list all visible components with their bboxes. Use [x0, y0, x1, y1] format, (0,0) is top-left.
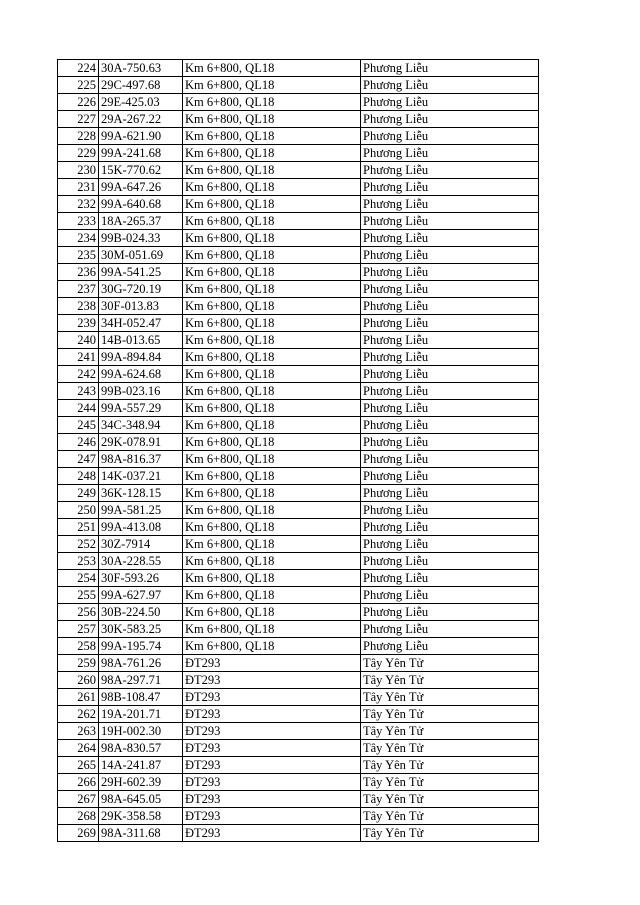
row-number-cell: 240 [58, 332, 99, 349]
location-cell: Km 6+800, QL18 [183, 400, 361, 417]
plate-number-cell: 29E-425.03 [99, 94, 183, 111]
table-row [58, 621, 539, 638]
plate-number-cell: 30A-750.63 [99, 60, 183, 77]
location-cell: Km 6+800, QL18 [183, 298, 361, 315]
row-number-cell: 260 [58, 672, 99, 689]
plate-number-cell: 98B-108.47 [99, 689, 183, 706]
area-cell: Phương Liễu [361, 621, 539, 638]
area-cell: Tây Yên Tử [361, 757, 539, 774]
plate-number-cell: 98A-816.37 [99, 451, 183, 468]
area-cell: Tây Yên Tử [361, 672, 539, 689]
location-cell: Km 6+800, QL18 [183, 77, 361, 94]
location-cell: Km 6+800, QL18 [183, 179, 361, 196]
plate-number-cell: 98A-830.57 [99, 740, 183, 757]
row-number-cell: 254 [58, 570, 99, 587]
plate-number-cell: 29A-267.22 [99, 111, 183, 128]
table-row [58, 740, 539, 757]
area-cell: Tây Yên Tử [361, 808, 539, 825]
row-number-cell: 236 [58, 264, 99, 281]
row-number-cell: 243 [58, 383, 99, 400]
area-cell: Phương Liễu [361, 179, 539, 196]
plate-number-cell: 98A-761.26 [99, 655, 183, 672]
plate-number-cell: 99A-241.68 [99, 145, 183, 162]
table-row [58, 77, 539, 94]
plate-number-cell: 36K-128.15 [99, 485, 183, 502]
area-cell: Phương Liễu [361, 451, 539, 468]
row-number-cell: 235 [58, 247, 99, 264]
location-cell: Km 6+800, QL18 [183, 502, 361, 519]
table-row [58, 111, 539, 128]
area-cell: Phương Liễu [361, 587, 539, 604]
area-cell: Phương Liễu [361, 400, 539, 417]
table-row [58, 247, 539, 264]
location-cell: Km 6+800, QL18 [183, 94, 361, 111]
area-cell: Phương Liễu [361, 196, 539, 213]
row-number-cell: 256 [58, 604, 99, 621]
row-number-cell: 245 [58, 417, 99, 434]
row-number-cell: 259 [58, 655, 99, 672]
table-row [58, 689, 539, 706]
table-row [58, 383, 539, 400]
area-cell: Phương Liễu [361, 281, 539, 298]
plate-number-cell: 99A-413.08 [99, 519, 183, 536]
area-cell: Tây Yên Tử [361, 689, 539, 706]
area-cell: Tây Yên Tử [361, 791, 539, 808]
location-cell: Km 6+800, QL18 [183, 145, 361, 162]
plate-number-cell: 99A-581.25 [99, 502, 183, 519]
table-row [58, 570, 539, 587]
location-cell: Km 6+800, QL18 [183, 638, 361, 655]
plate-number-cell: 99A-640.68 [99, 196, 183, 213]
location-cell: ĐT293 [183, 774, 361, 791]
row-number-cell: 225 [58, 77, 99, 94]
table-row [58, 774, 539, 791]
area-cell: Tây Yên Tử [361, 774, 539, 791]
area-cell: Phương Liễu [361, 247, 539, 264]
row-number-cell: 249 [58, 485, 99, 502]
plate-number-cell: 99A-624.68 [99, 366, 183, 383]
table-row [58, 655, 539, 672]
row-number-cell: 262 [58, 706, 99, 723]
area-cell: Phương Liễu [361, 128, 539, 145]
plate-number-cell: 30F-593.26 [99, 570, 183, 587]
table-row [58, 264, 539, 281]
row-number-cell: 237 [58, 281, 99, 298]
area-cell: Phương Liễu [361, 417, 539, 434]
plate-number-cell: 99A-541.25 [99, 264, 183, 281]
table-row [58, 791, 539, 808]
area-cell: Phương Liễu [361, 638, 539, 655]
location-cell: Km 6+800, QL18 [183, 553, 361, 570]
plate-number-cell: 29K-358.58 [99, 808, 183, 825]
plate-number-cell: 14B-013.65 [99, 332, 183, 349]
location-cell: Km 6+800, QL18 [183, 60, 361, 77]
table-row [58, 723, 539, 740]
row-number-cell: 255 [58, 587, 99, 604]
row-number-cell: 258 [58, 638, 99, 655]
row-number-cell: 251 [58, 519, 99, 536]
plate-number-cell: 98A-297.71 [99, 672, 183, 689]
table-row [58, 281, 539, 298]
location-cell: Km 6+800, QL18 [183, 417, 361, 434]
table-row [58, 145, 539, 162]
table-row [58, 468, 539, 485]
area-cell: Phương Liễu [361, 502, 539, 519]
plate-number-cell: 29H-602.39 [99, 774, 183, 791]
location-cell: Km 6+800, QL18 [183, 434, 361, 451]
plate-number-cell: 30Z-7914 [99, 536, 183, 553]
location-cell: ĐT293 [183, 757, 361, 774]
location-cell: ĐT293 [183, 706, 361, 723]
location-cell: ĐT293 [183, 825, 361, 842]
table-row [58, 485, 539, 502]
plate-number-cell: 98A-311.68 [99, 825, 183, 842]
row-number-cell: 228 [58, 128, 99, 145]
location-cell: Km 6+800, QL18 [183, 213, 361, 230]
row-number-cell: 257 [58, 621, 99, 638]
location-cell: ĐT293 [183, 791, 361, 808]
row-number-cell: 269 [58, 825, 99, 842]
area-cell: Phương Liễu [361, 519, 539, 536]
location-cell: Km 6+800, QL18 [183, 162, 361, 179]
table-row [58, 196, 539, 213]
area-cell: Phương Liễu [361, 604, 539, 621]
area-cell: Phương Liễu [361, 298, 539, 315]
row-number-cell: 248 [58, 468, 99, 485]
row-number-cell: 250 [58, 502, 99, 519]
table-row [58, 128, 539, 145]
table-row [58, 60, 539, 77]
row-number-cell: 266 [58, 774, 99, 791]
location-cell: ĐT293 [183, 689, 361, 706]
location-cell: Km 6+800, QL18 [183, 315, 361, 332]
violation-table [57, 59, 539, 842]
table-row [58, 808, 539, 825]
row-number-cell: 244 [58, 400, 99, 417]
location-cell: Km 6+800, QL18 [183, 621, 361, 638]
location-cell: Km 6+800, QL18 [183, 111, 361, 128]
location-cell: Km 6+800, QL18 [183, 230, 361, 247]
location-cell: Km 6+800, QL18 [183, 128, 361, 145]
row-number-cell: 246 [58, 434, 99, 451]
table-row [58, 400, 539, 417]
row-number-cell: 230 [58, 162, 99, 179]
area-cell: Phương Liễu [361, 468, 539, 485]
table-row [58, 638, 539, 655]
plate-number-cell: 30G-720.19 [99, 281, 183, 298]
location-cell: Km 6+800, QL18 [183, 247, 361, 264]
plate-number-cell: 30A-228.55 [99, 553, 183, 570]
area-cell: Phương Liễu [361, 570, 539, 587]
table-row [58, 213, 539, 230]
table-row [58, 825, 539, 842]
area-cell: Phương Liễu [361, 94, 539, 111]
area-cell: Phương Liễu [361, 230, 539, 247]
location-cell: Km 6+800, QL18 [183, 519, 361, 536]
table-row [58, 179, 539, 196]
table-row [58, 587, 539, 604]
violation-table-body [58, 60, 539, 842]
location-cell: ĐT293 [183, 740, 361, 757]
table-row [58, 757, 539, 774]
location-cell: Km 6+800, QL18 [183, 383, 361, 400]
row-number-cell: 232 [58, 196, 99, 213]
location-cell: Km 6+800, QL18 [183, 570, 361, 587]
area-cell: Phương Liễu [361, 536, 539, 553]
location-cell: Km 6+800, QL18 [183, 604, 361, 621]
area-cell: Phương Liễu [361, 366, 539, 383]
plate-number-cell: 18A-265.37 [99, 213, 183, 230]
area-cell: Tây Yên Tử [361, 825, 539, 842]
plate-number-cell: 99B-023.16 [99, 383, 183, 400]
location-cell: Km 6+800, QL18 [183, 451, 361, 468]
plate-number-cell: 30M-051.69 [99, 247, 183, 264]
plate-number-cell: 99A-647.26 [99, 179, 183, 196]
row-number-cell: 261 [58, 689, 99, 706]
row-number-cell: 252 [58, 536, 99, 553]
row-number-cell: 265 [58, 757, 99, 774]
plate-number-cell: 99A-621.90 [99, 128, 183, 145]
row-number-cell: 224 [58, 60, 99, 77]
area-cell: Phương Liễu [361, 111, 539, 128]
table-row [58, 434, 539, 451]
area-cell: Phương Liễu [361, 485, 539, 502]
area-cell: Phương Liễu [361, 145, 539, 162]
plate-number-cell: 14A-241.87 [99, 757, 183, 774]
plate-number-cell: 99B-024.33 [99, 230, 183, 247]
location-cell: Km 6+800, QL18 [183, 332, 361, 349]
plate-number-cell: 34H-052.47 [99, 315, 183, 332]
plate-number-cell: 30K-583.25 [99, 621, 183, 638]
table-row [58, 451, 539, 468]
location-cell: Km 6+800, QL18 [183, 366, 361, 383]
area-cell: Phương Liễu [361, 60, 539, 77]
table-row [58, 553, 539, 570]
location-cell: Km 6+800, QL18 [183, 468, 361, 485]
area-cell: Phương Liễu [361, 383, 539, 400]
plate-number-cell: 30F-013.83 [99, 298, 183, 315]
table-row [58, 298, 539, 315]
table-row [58, 349, 539, 366]
location-cell: ĐT293 [183, 723, 361, 740]
location-cell: Km 6+800, QL18 [183, 281, 361, 298]
row-number-cell: 241 [58, 349, 99, 366]
area-cell: Phương Liễu [361, 349, 539, 366]
plate-number-cell: 99A-557.29 [99, 400, 183, 417]
row-number-cell: 264 [58, 740, 99, 757]
table-row [58, 706, 539, 723]
area-cell: Phương Liễu [361, 315, 539, 332]
table-row [58, 94, 539, 111]
table-row [58, 315, 539, 332]
area-cell: Phương Liễu [361, 332, 539, 349]
row-number-cell: 229 [58, 145, 99, 162]
plate-number-cell: 29K-078.91 [99, 434, 183, 451]
row-number-cell: 267 [58, 791, 99, 808]
area-cell: Phương Liễu [361, 553, 539, 570]
area-cell: Tây Yên Tử [361, 706, 539, 723]
row-number-cell: 226 [58, 94, 99, 111]
plate-number-cell: 30B-224.50 [99, 604, 183, 621]
location-cell: Km 6+800, QL18 [183, 536, 361, 553]
plate-number-cell: 29C-497.68 [99, 77, 183, 94]
area-cell: Phương Liễu [361, 162, 539, 179]
area-cell: Tây Yên Tử [361, 655, 539, 672]
row-number-cell: 242 [58, 366, 99, 383]
row-number-cell: 231 [58, 179, 99, 196]
row-number-cell: 253 [58, 553, 99, 570]
location-cell: ĐT293 [183, 672, 361, 689]
location-cell: ĐT293 [183, 808, 361, 825]
row-number-cell: 263 [58, 723, 99, 740]
row-number-cell: 268 [58, 808, 99, 825]
area-cell: Phương Liễu [361, 213, 539, 230]
plate-number-cell: 34C-348.94 [99, 417, 183, 434]
plate-number-cell: 98A-645.05 [99, 791, 183, 808]
area-cell: Phương Liễu [361, 77, 539, 94]
area-cell: Phương Liễu [361, 264, 539, 281]
plate-number-cell: 15K-770.62 [99, 162, 183, 179]
row-number-cell: 247 [58, 451, 99, 468]
table-row [58, 230, 539, 247]
location-cell: Km 6+800, QL18 [183, 587, 361, 604]
area-cell: Phương Liễu [361, 434, 539, 451]
plate-number-cell: 99A-627.97 [99, 587, 183, 604]
plate-number-cell: 19A-201.71 [99, 706, 183, 723]
table-row [58, 604, 539, 621]
table-row [58, 502, 539, 519]
table-row [58, 162, 539, 179]
row-number-cell: 227 [58, 111, 99, 128]
plate-number-cell: 99A-894.84 [99, 349, 183, 366]
location-cell: Km 6+800, QL18 [183, 349, 361, 366]
location-cell: Km 6+800, QL18 [183, 196, 361, 213]
row-number-cell: 234 [58, 230, 99, 247]
plate-number-cell: 14K-037.21 [99, 468, 183, 485]
row-number-cell: 233 [58, 213, 99, 230]
area-cell: Tây Yên Tử [361, 723, 539, 740]
table-row [58, 672, 539, 689]
table-row [58, 417, 539, 434]
row-number-cell: 238 [58, 298, 99, 315]
location-cell: ĐT293 [183, 655, 361, 672]
plate-number-cell: 99A-195.74 [99, 638, 183, 655]
area-cell: Tây Yên Tử [361, 740, 539, 757]
table-row [58, 519, 539, 536]
table-row [58, 366, 539, 383]
row-number-cell: 239 [58, 315, 99, 332]
table-row [58, 332, 539, 349]
location-cell: Km 6+800, QL18 [183, 485, 361, 502]
plate-number-cell: 19H-002.30 [99, 723, 183, 740]
location-cell: Km 6+800, QL18 [183, 264, 361, 281]
table-row [58, 536, 539, 553]
